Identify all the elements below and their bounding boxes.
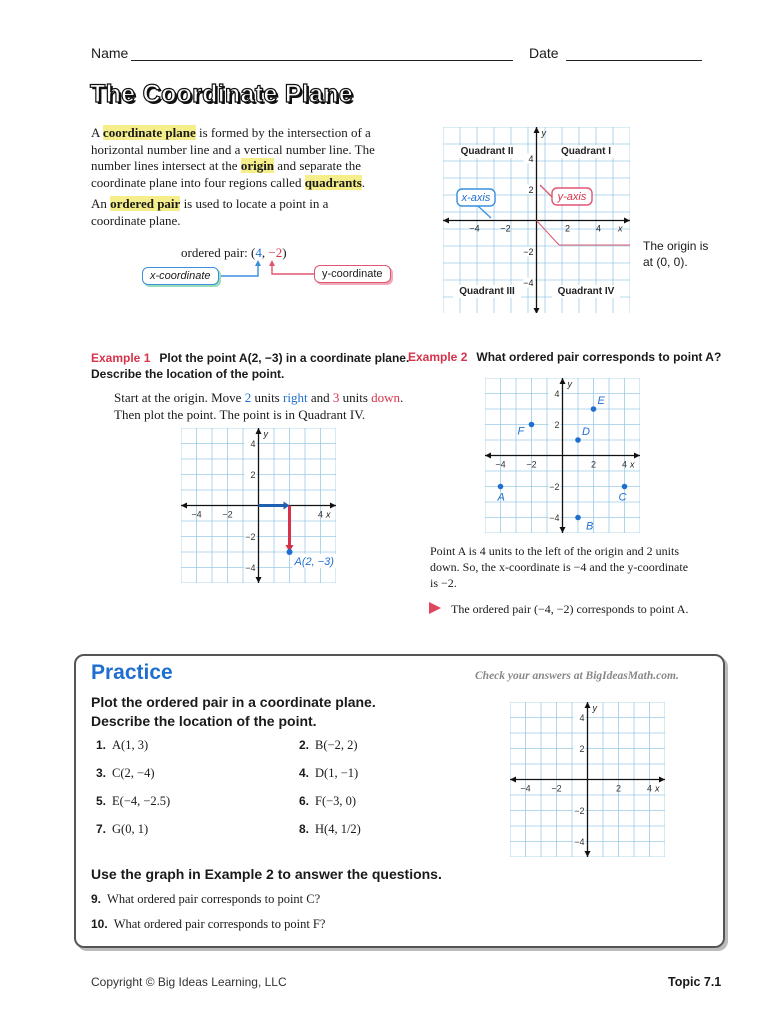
practice-item-text: B(−2, 2) (315, 738, 358, 752)
sol-n2: 3 (332, 390, 340, 405)
practice-item-number: 7. (96, 822, 107, 836)
origin-pointer (537, 221, 560, 246)
point-c (622, 484, 628, 490)
x-axis-label: x (618, 223, 623, 234)
practice-title: Practice (91, 661, 173, 684)
example2-label: Example 2 (408, 350, 468, 364)
ordered-pair-paragraph (91, 196, 341, 229)
practice-item-number: 6. (299, 794, 310, 808)
point-e-label: E (597, 395, 605, 407)
sol-line2: Then plot the point. The point is in Quadrant IV. (114, 406, 366, 422)
example1-prompt-line2: Describe the location of the point. (91, 367, 285, 381)
sol-n1: 2 (244, 390, 252, 405)
point-d-label: D (582, 426, 590, 438)
x-tick-label: 4 (595, 223, 602, 234)
x-axis-arrow-right (634, 453, 640, 459)
quadrant-3-label: Quadrant III (459, 286, 515, 297)
op-label: ordered pair: ( (181, 245, 256, 260)
question-10 (91, 917, 325, 932)
check-answers-note: Check your answers at BigIdeasMath.com. (475, 670, 679, 682)
y-tick-label: 4 (250, 439, 256, 449)
x-tick-label: 2 (615, 783, 622, 794)
x-axis-arrow-left (510, 777, 516, 783)
practice-item (299, 794, 356, 809)
point-f (529, 422, 535, 428)
x-tick-label: 2 (564, 223, 571, 234)
y-axis-arrow-down (534, 308, 540, 313)
x-tick-label: −2 (526, 459, 537, 470)
x-tick-label: −4 (520, 783, 531, 794)
practice-item-text: A(1, 3) (112, 738, 149, 752)
point-f-label: F (517, 425, 525, 438)
y-tick-label: −4 (523, 278, 534, 288)
example2-answer: The ordered pair (−4, −2) corresponds to point A. (451, 602, 689, 616)
y-coordinate-tag-text: y-coordinate (322, 268, 383, 280)
q9-num: 9. (91, 892, 102, 906)
practice-item-number: 3. (96, 766, 107, 780)
op-y: −2 (268, 245, 283, 260)
date-field[interactable] (566, 60, 702, 61)
practice-item-number: 4. (299, 766, 310, 780)
intro-text: . (361, 174, 366, 190)
x-axis-arrow-left (485, 453, 491, 459)
x-tick-label: −2 (222, 509, 233, 520)
y-tick-label: −2 (549, 482, 560, 492)
x-axis-arrow-left (443, 218, 449, 224)
x-tick-label: 4 (317, 509, 324, 520)
y-axis-arrow-up (534, 127, 540, 133)
origin-note-line1: The origin is (643, 239, 709, 253)
x-tick-label: −2 (500, 223, 511, 234)
intro-text: is formed by the intersection of a horizontal number line and a vertical number line. The number lines intersect at the (91, 125, 375, 173)
sol-text: Start at the origin. Move (114, 390, 245, 405)
practice-item-text: E(−4, −2.5) (112, 794, 171, 808)
point-a (287, 549, 293, 555)
y-axis-label: y (592, 703, 597, 713)
x-tick-label: −2 (551, 783, 562, 794)
practice-item (299, 766, 358, 781)
origin-note-line2: at (0, 0). (643, 255, 688, 269)
ordered-pair-arrows (210, 258, 320, 288)
practice-item-text: F(−3, 0) (315, 794, 357, 808)
practice-item-text: C(2, −4) (112, 766, 155, 780)
practice-item (96, 822, 148, 837)
page-title: The Coordinate Plane (90, 80, 353, 108)
x-axis-arrow-right (659, 777, 665, 783)
name-label: Name (91, 45, 129, 61)
name-field[interactable] (131, 60, 513, 61)
y-tick-label: −4 (549, 513, 560, 523)
y-tick-label: 2 (528, 185, 534, 195)
practice-item (96, 766, 154, 781)
intro-coordinate-plane (443, 127, 630, 313)
practice-item-text: H(4, 1/2) (315, 822, 361, 836)
example2-explanation (430, 543, 720, 591)
example1-label: Example 1 (91, 351, 151, 365)
y-tick-label: 2 (250, 470, 256, 480)
x-axis-arrow-right (624, 218, 630, 224)
practice-item-number: 5. (96, 794, 107, 808)
y-axis-label: y (263, 429, 268, 439)
date-label: Date (529, 45, 559, 61)
y-tick-label: −4 (245, 563, 256, 573)
explain-line1: Point A is 4 units to the left of the origin and 2 units (430, 544, 679, 558)
y-tick-label: 4 (554, 389, 560, 399)
point-c-label: C (618, 491, 627, 504)
y-tick-label: −2 (523, 247, 534, 257)
x-tick-label: −4 (191, 509, 202, 520)
practice-item-text: D(1, −1) (315, 766, 359, 780)
point-a (498, 484, 504, 490)
practice-item (299, 822, 361, 837)
intro-text: An (91, 196, 111, 211)
y-tick-label: 4 (579, 713, 585, 723)
y-axis-arrow-down (256, 577, 262, 583)
x-axis-label: x (655, 783, 660, 794)
example1-coordinate-plane (181, 428, 336, 583)
x-axis-arrow-right (330, 503, 336, 509)
point-b (575, 515, 581, 521)
practice-item-text: G(0, 1) (112, 822, 149, 836)
y-tick-label: 2 (579, 744, 585, 754)
term-origin: origin (240, 158, 275, 173)
sol-text: . (400, 390, 404, 405)
intro-text: and separate the coordinate plane into four regions called (91, 158, 362, 190)
intro-text: A (91, 125, 103, 140)
x-axis-label: x (630, 459, 635, 470)
point-a-label: A (497, 491, 505, 504)
y-axis-tag-text: y-axis (557, 191, 587, 203)
example1-solution (114, 390, 414, 423)
y-axis-label: y (541, 128, 546, 138)
x-tick-label: 4 (621, 459, 628, 470)
quadrant-1-label: Quadrant I (560, 146, 612, 157)
x-axis-label: x (326, 509, 331, 520)
use-graph-instruction: Use the graph in Example 2 to answer the questions. (91, 866, 442, 882)
answer-arrow-icon (428, 601, 442, 615)
x-tick-label: 4 (646, 783, 653, 794)
x-tick-label: −4 (469, 223, 480, 234)
op-x: 4 (255, 245, 262, 260)
term-quadrants: quadrants (304, 174, 362, 190)
practice-coordinate-plane[interactable] (510, 702, 665, 857)
quadrant-2-label: Quadrant II (460, 146, 514, 157)
explain-line2: down. So, the x-coordinate is −4 and the y-coordinate (430, 560, 689, 574)
x-axis-tag-text: x-axis (461, 192, 491, 204)
topic-label: Topic 7.1 (668, 975, 722, 989)
y-axis-arrow-up (585, 702, 591, 708)
y-axis-arrow-up (560, 378, 566, 384)
sol-dir2: down (371, 390, 401, 405)
y-coordinate-tag (314, 265, 391, 283)
y-axis-arrow-down (560, 527, 566, 533)
example1-prompt (91, 350, 411, 382)
origin-note (643, 238, 708, 270)
q10-text: What ordered pair corresponds to point F? (113, 917, 326, 931)
practice-instructions (91, 693, 376, 731)
x-tick-label: −4 (495, 459, 506, 470)
x-axis-arrow-left (181, 503, 187, 509)
example2-prompt-text: What ordered pair corresponds to point A? (476, 350, 722, 364)
term-ordered-pair: ordered pair (110, 196, 181, 211)
term-coordinate-plane: coordinate plane (102, 125, 196, 140)
x-coordinate-tag (142, 267, 219, 285)
x-tick-label: 2 (590, 459, 597, 470)
y-tick-label: −4 (574, 837, 585, 847)
copyright: Copyright © Big Ideas Learning, LLC (91, 975, 287, 989)
y-tick-label: −2 (574, 806, 585, 816)
y-axis-arrow-up (256, 428, 262, 434)
y-tick-label: 2 (554, 420, 560, 430)
example2-coordinate-plane (485, 378, 640, 533)
op-comma: , (261, 245, 269, 260)
point-a-label: A(2, −3) (294, 556, 334, 568)
practice-item (299, 738, 357, 753)
y-tick-label: 4 (528, 154, 534, 164)
practice-item-number: 1. (96, 738, 107, 752)
y-tick-label: −2 (245, 532, 256, 542)
instr-line1: Plot the ordered pair in a coordinate plane. (91, 694, 376, 710)
explain-line3: is −2. (430, 576, 457, 590)
sol-text: units (251, 390, 283, 405)
q9-text: What ordered pair corresponds to point C? (107, 892, 321, 906)
sol-dir1: right (283, 390, 308, 405)
question-9 (91, 892, 320, 907)
quadrant-4-label: Quadrant IV (557, 286, 615, 297)
sol-text: units (339, 390, 372, 405)
intro-paragraph (91, 125, 381, 191)
practice-item-number: 2. (299, 738, 310, 752)
op-close: ) (282, 245, 287, 260)
instr-line2: Describe the location of the point. (91, 713, 317, 729)
sol-text: and (307, 390, 333, 405)
intro-text: is used to locate a point in a coordinate plane. (91, 196, 329, 228)
y-axis-arrow-down (585, 851, 591, 857)
point-d (575, 437, 581, 443)
example1-prompt-line1: Plot the point A(2, −3) in a coordinate plane. (159, 351, 410, 365)
practice-item (96, 794, 170, 809)
practice-item (96, 738, 148, 753)
practice-item-number: 8. (299, 822, 310, 836)
example2-prompt (408, 350, 721, 365)
q10-num: 10. (91, 917, 108, 931)
point-e (591, 406, 597, 412)
y-axis-label: y (567, 379, 572, 389)
point-b-label: B (586, 520, 594, 533)
x-coordinate-tag-text: x-coordinate (150, 270, 211, 282)
